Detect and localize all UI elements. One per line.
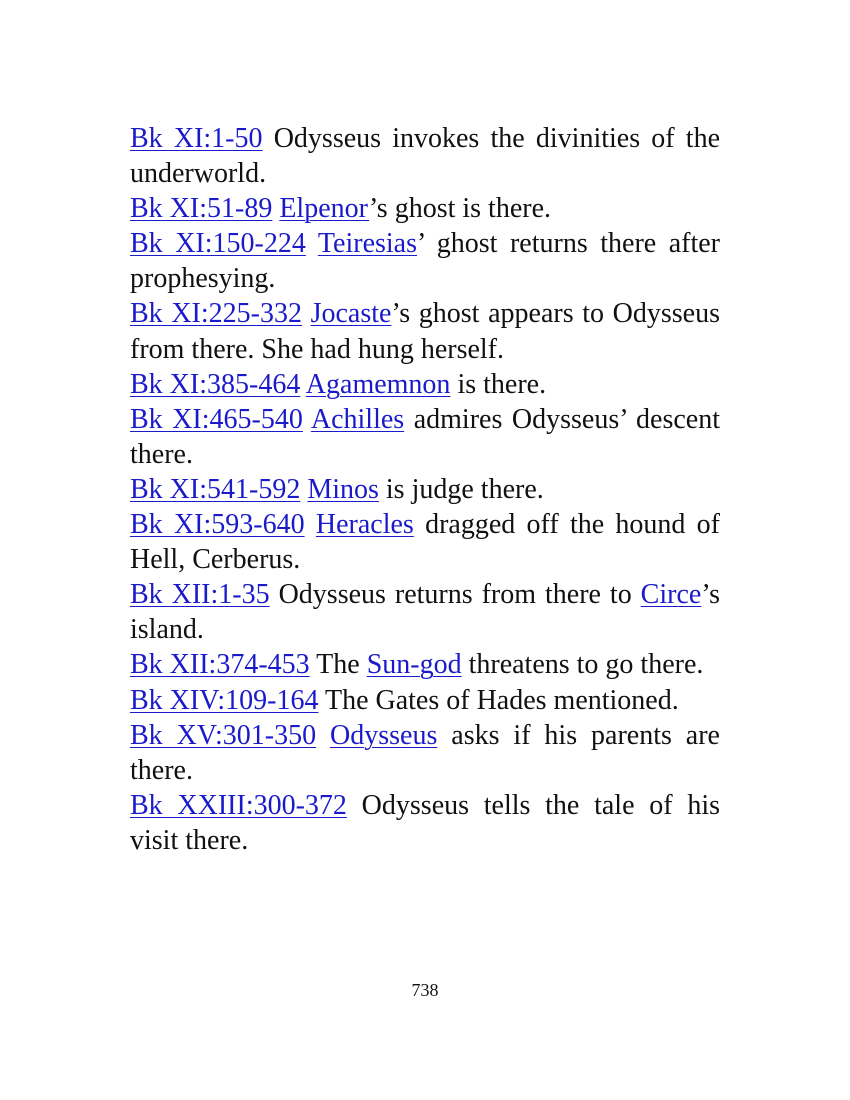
entry-text: Odysseus invokes the divinities of the underworld.: [130, 123, 721, 190]
name-link[interactable]: Minos: [307, 473, 379, 505]
entry-text: [303, 404, 311, 435]
book-reference-link[interactable]: Bk XI:225-332: [130, 298, 302, 330]
book-reference-link[interactable]: Bk XI:150-224: [130, 228, 306, 260]
entry-text: is there.: [450, 368, 547, 400]
name-link[interactable]: Elpenor: [279, 193, 370, 225]
list-item: [130, 296, 720, 366]
book-reference-link[interactable]: Bk XI:385-464: [130, 368, 301, 400]
entry-text: Odysseus returns from there to: [269, 579, 641, 611]
entry-text: ’s ghost is there.: [369, 193, 552, 225]
list-item: [130, 647, 720, 682]
entry-text: [305, 509, 316, 540]
entry-text: ’ ghost returns there after prophesying.: [130, 228, 721, 295]
list-item: [130, 226, 720, 296]
list-item: [130, 121, 720, 191]
list-item: [130, 367, 720, 402]
entry-text: asks if his parents are there.: [130, 719, 720, 786]
list-item: [130, 718, 720, 788]
entry-text: ’s ghost appears to Odysseus from there. She had hung herself.: [130, 298, 720, 365]
name-link[interactable]: Odysseus: [330, 719, 438, 751]
book-reference-link[interactable]: Bk XI:1-50: [130, 123, 263, 154]
list-item: [130, 507, 720, 577]
page-number: 738: [411, 980, 439, 1000]
name-link[interactable]: Achilles: [310, 403, 405, 435]
book-reference-link[interactable]: Bk XV:301-350: [130, 719, 317, 751]
book-reference-link[interactable]: Bk XI:465-540: [130, 403, 303, 435]
entry-text: The Gates of Hades mentioned.: [318, 684, 679, 716]
book-reference-link[interactable]: Bk XIV:109-164: [130, 684, 319, 716]
list-item: [130, 191, 720, 226]
name-link[interactable]: Teiresias: [317, 228, 417, 260]
entry-text: The: [309, 649, 367, 681]
name-link[interactable]: Heracles: [315, 509, 414, 541]
name-link[interactable]: Jocaste: [310, 298, 392, 330]
name-link[interactable]: Agamemnon: [305, 368, 451, 400]
list-item: [130, 788, 720, 858]
entry-list: [130, 121, 720, 858]
entry-text: ’s island.: [130, 579, 720, 646]
name-link[interactable]: Circe: [640, 579, 702, 611]
entry-text: dragged off the hound of Hell, Cerberus.: [130, 509, 721, 576]
book-reference-link[interactable]: Bk XXIII:300-372: [130, 789, 347, 821]
entry-text: [316, 720, 330, 751]
entry-text: threatens to go there.: [461, 649, 704, 681]
entry-text: Odysseus tells the tale of his visit there.: [130, 789, 720, 856]
list-item: [130, 577, 720, 647]
book-reference-link[interactable]: Bk XI:51-89: [130, 193, 273, 225]
book-reference-link[interactable]: Bk XII:1-35: [130, 579, 270, 611]
entry-text: [302, 298, 311, 329]
book-reference-link[interactable]: Bk XII:374-453: [130, 649, 310, 681]
entry-text: admires Odysseus’ descent there.: [130, 403, 720, 470]
entry-text: is judge there.: [378, 473, 544, 505]
list-item: [130, 683, 720, 718]
book-reference-link[interactable]: Bk XI:541-592: [130, 473, 301, 505]
entry-text: [306, 228, 318, 259]
book-reference-link[interactable]: Bk XI:593-640: [130, 509, 305, 541]
name-link[interactable]: Sun-god: [366, 649, 462, 681]
list-item: [130, 402, 720, 472]
list-item: [130, 472, 720, 507]
